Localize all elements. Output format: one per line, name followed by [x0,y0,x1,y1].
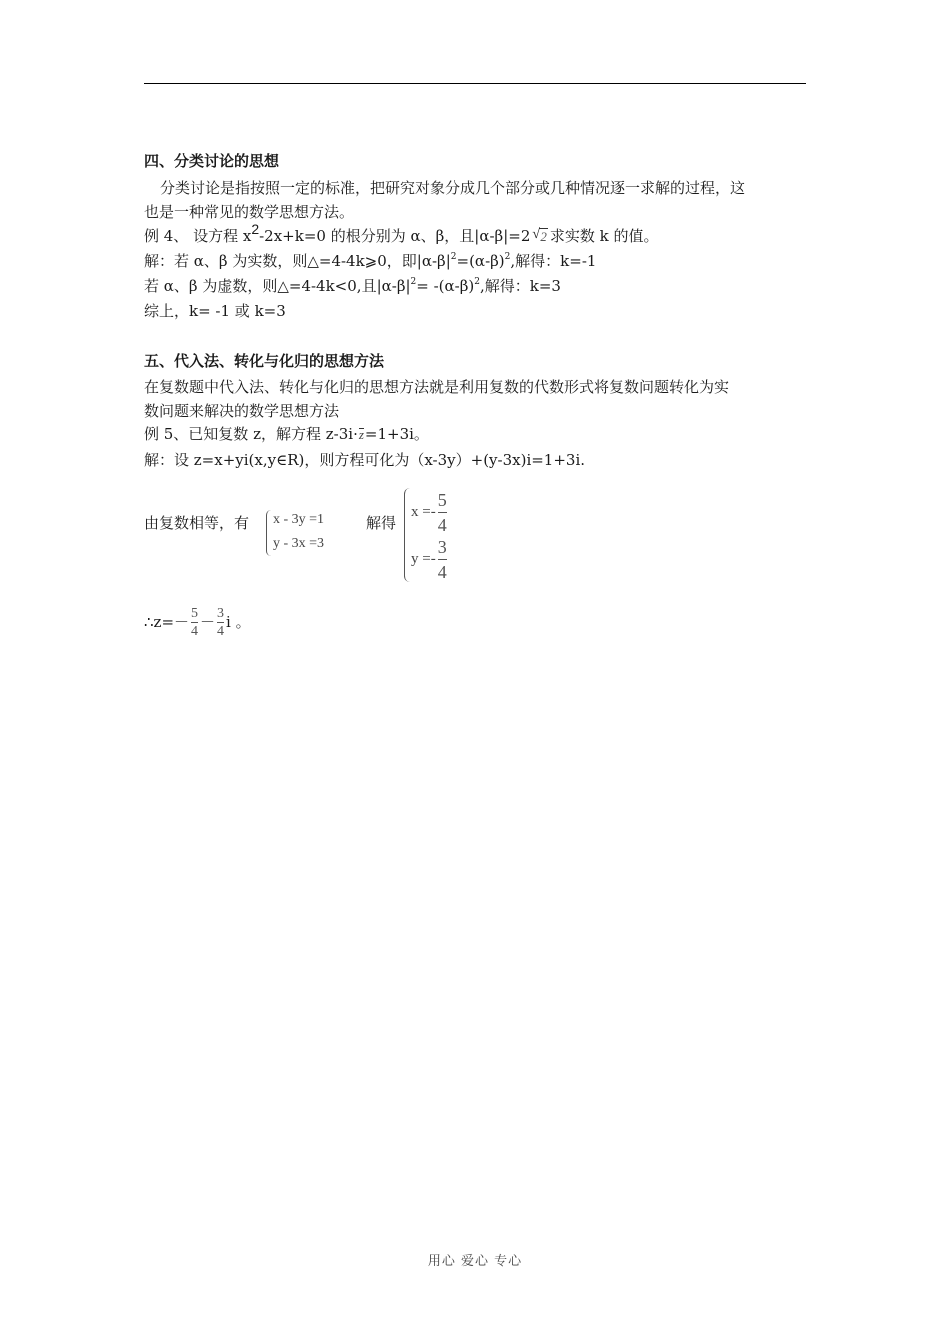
z-conjugate: z [358,427,364,442]
system2-eq1: x =- $\frac{5}{4}$ [411,490,447,535]
solution4-summary: 综上，k= -1 或 k=3 [144,302,286,320]
system1-eq2: y - 3x =3 [273,536,325,551]
answer-fraction-2: $\frac{3}{4}$ [217,605,225,639]
system1-brace [266,510,271,556]
sqrt-two: √ 2 [532,227,547,244]
example4-text-a: 例 4、 设方程 x [144,227,252,245]
section5-paragraph-line1: 在复数题中代入法、转化与化归的思想方法就是利用复数的代数形式将复数问题转化为实 [144,378,730,396]
fraction-five-fourths: $\frac{5}{4}$ [437,490,447,535]
example4-text-c: 求实数 k 的值。 [549,227,659,245]
equal-label: 由复数相等，有 [144,514,250,532]
example4-text-b: -2x+k=0 的根分别为 α、β，且|α-β|=2 [259,227,531,245]
solution4-line2: 若 α、β 为虚数，则△=4-4k<0,且$|\alpha-\beta|^2= -(\alpha-\beta)^2$,解得：k=3 [144,277,561,295]
section5-title: 五、代入法、转化与化归的思想方法 [144,352,385,370]
final-answer: ∴z=－ $\frac{5}{4}$ － $\frac{3}{4}$ i 。 [144,605,251,639]
solution4-line1: 解：若 α、β 为实数，则△=4-4k⩾0，即$|\alpha-\beta|^2=(\alpha-\beta)^2$,解得：k=-1 [144,252,597,270]
example4-exponent: 2 [251,221,260,237]
section4-paragraph-line1: 分类讨论是指按照一定的标准，把研究对象分成几个部分或几种情况逐一求解的过程，这 [160,179,746,197]
fraction-three-fourths: $\frac{3}{4}$ [437,537,447,582]
section5-paragraph-line2: 数问题来解决的数学思想方法 [144,402,340,420]
page-footer: 用心 爱心 专心 [427,1254,523,1269]
answer-fraction-1: $\frac{5}{4}$ [191,605,199,639]
example5: 例 5、已知复数 z，解方程 z-3i·z=1+3i。 [144,425,429,443]
system1-eq1: x - 3y =1 [273,512,325,527]
system2-brace [404,488,410,582]
radical-icon: √ [532,227,541,242]
solve-label: 解得 [366,514,397,532]
example4 [144,221,659,247]
system2-eq2: y =- $\frac{3}{4}$ [411,537,447,582]
solution5-line1: 解：设 z=x+yi(x,y∈R)，则方程可化为（x-3y）+(y-3x)i=1+3i. [144,451,586,469]
section4-paragraph-line2: 也是一种常见的数学思想方法。 [144,203,355,221]
header-rule [144,83,806,84]
section4-title: 四、分类讨论的思想 [144,152,280,170]
